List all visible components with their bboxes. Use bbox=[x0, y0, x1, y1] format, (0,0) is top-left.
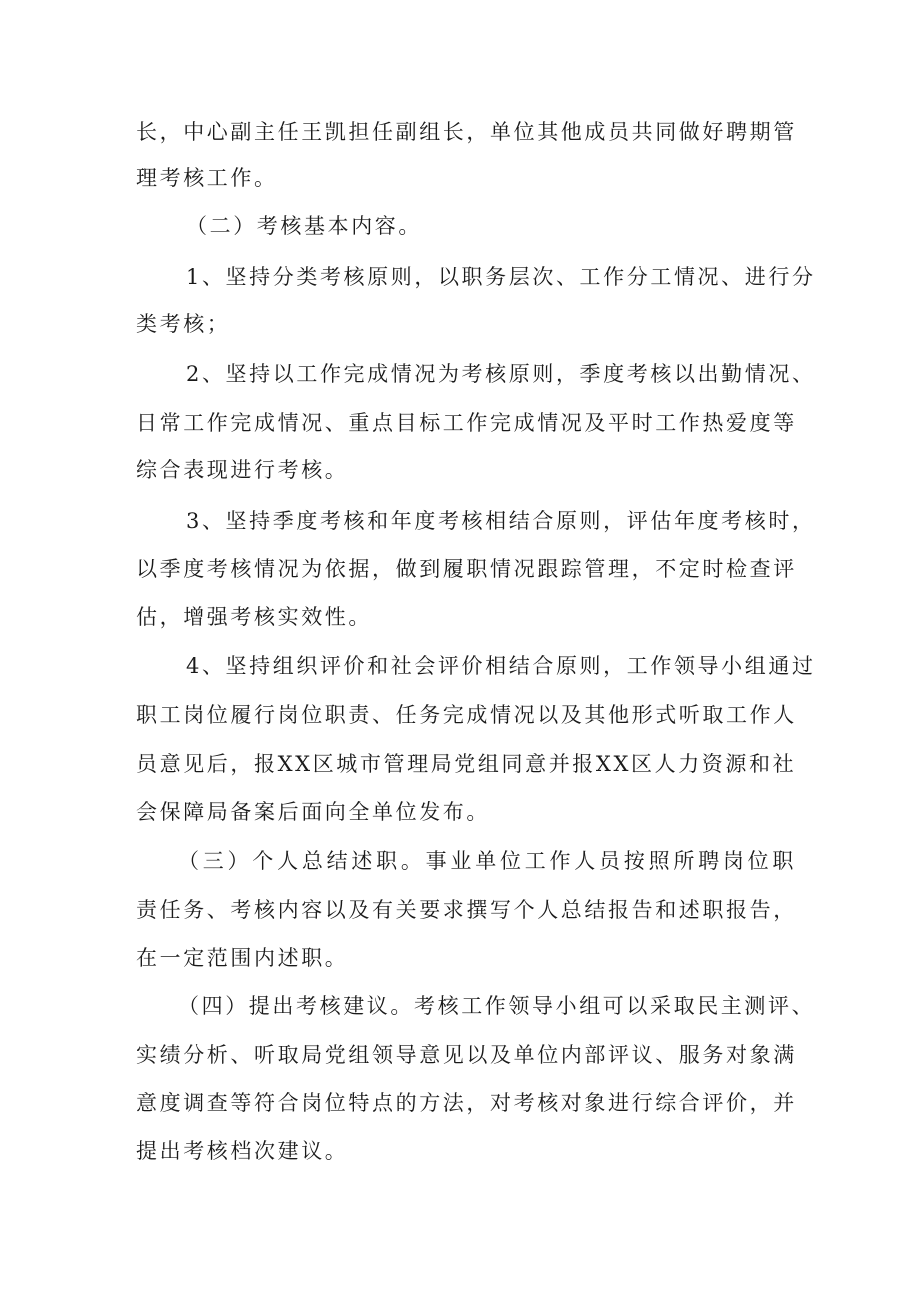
paragraph-line: 4、坚持组织评价和社会评价相结合原则，工作领导小组通过 bbox=[186, 654, 816, 678]
paragraph-line: 提出考核档次建议。 bbox=[136, 1139, 349, 1163]
paragraph-line: 意度调查等符合岗位特点的方法，对考核对象进行综合评价，并 bbox=[136, 1091, 797, 1115]
paragraph-line: 责任务、考核内容以及有关要求撰写个人总结报告和述职报告， bbox=[136, 898, 797, 922]
paragraph-line: 以季度考核情况为依据，做到履职情况跟踪管理，不定时检查评 bbox=[136, 557, 797, 581]
paragraph-line: 2、坚持以工作完成情况为考核原则，季度考核以出勤情况、 bbox=[186, 362, 816, 386]
paragraph-line: 1、坚持分类考核原则，以职务层次、工作分工情况、进行分 bbox=[186, 265, 816, 289]
paragraph-line: 综合表现进行考核。 bbox=[136, 458, 349, 482]
paragraph-line: 在一定范围内述职。 bbox=[136, 946, 349, 970]
paragraph-line: 长，中心副主任王凯担任副组长，单位其他成员共同做好聘期管 bbox=[136, 120, 797, 144]
paragraph-line: 员意见后，报XX区城市管理局党组同意并报XX区人力资源和社 bbox=[136, 752, 797, 776]
section-heading: （二）考核基本内容。 bbox=[186, 214, 422, 238]
paragraph-line: 3、坚持季度考核和年度考核相结合原则，评估年度考核时， bbox=[186, 509, 816, 533]
paragraph-line: 实绩分析、听取局党组领导意见以及单位内部评议、服务对象满 bbox=[136, 1043, 797, 1067]
paragraph-line: 估，增强考核实效性。 bbox=[136, 605, 372, 629]
paragraph-line: （四）提出考核建议。考核工作领导小组可以采取民主测评、 bbox=[178, 994, 816, 1018]
paragraph-line: （三）个人总结述职。事业单位工作人员按照所聘岗位职 bbox=[178, 849, 796, 873]
paragraph-line: 职工岗位履行岗位职责、任务完成情况以及其他形式听取工作人 bbox=[136, 703, 797, 727]
paragraph-line: 日常工作完成情况、重点目标工作完成情况及平时工作热爱度等 bbox=[136, 411, 797, 435]
paragraph-line: 会保障局备案后面向全单位发布。 bbox=[136, 800, 490, 824]
paragraph-line: 理考核工作。 bbox=[136, 166, 278, 190]
paragraph-line: 类考核； bbox=[136, 312, 231, 336]
